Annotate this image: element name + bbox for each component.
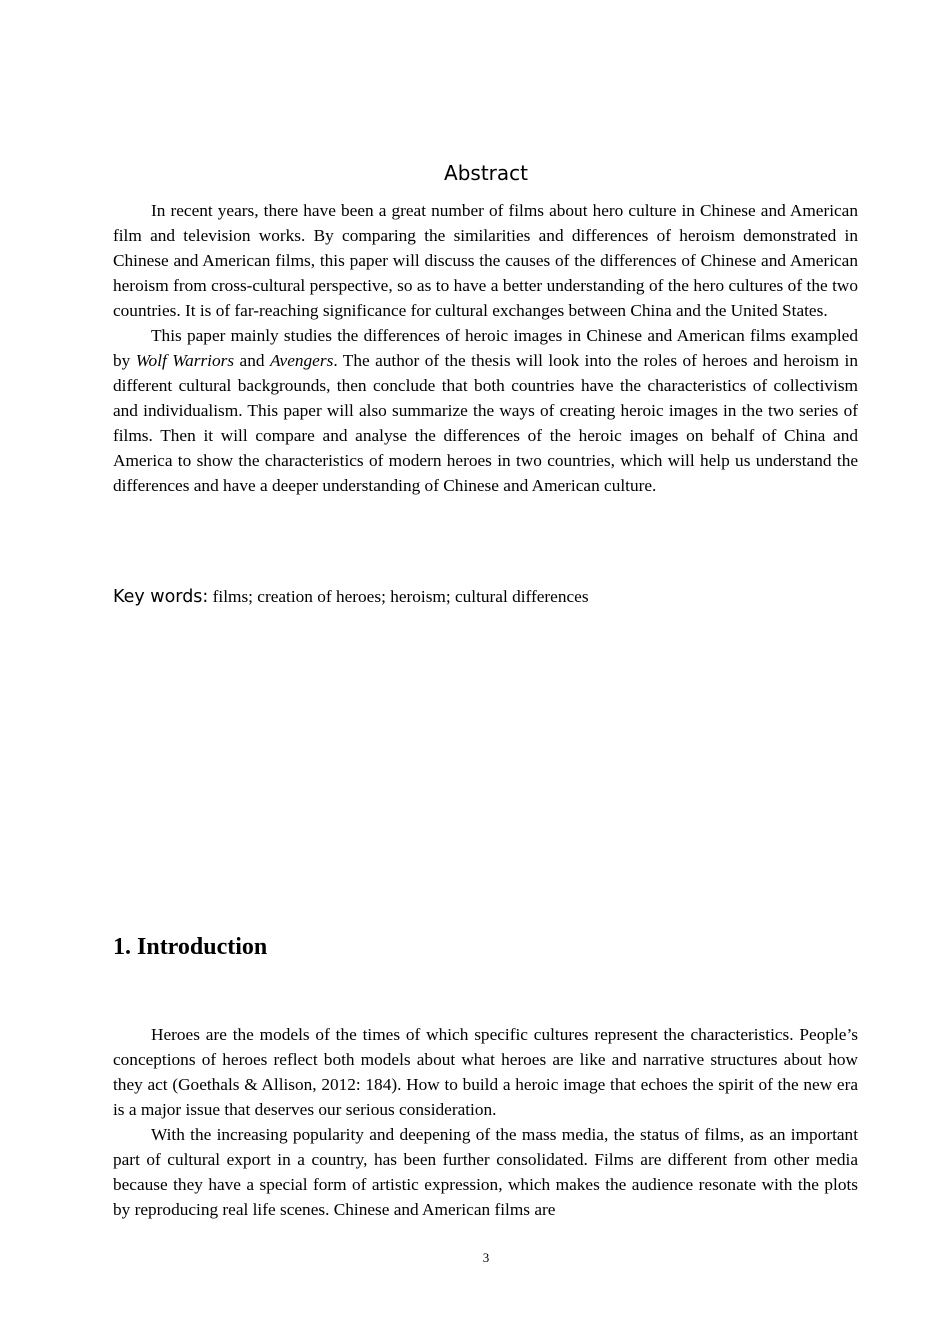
introduction-paragraph-1: Heroes are the models of the times of which specific cultures represent the characteristics. People’s conceptions of heroes reflect both models about what heroes are like and narrative structures about how they act (Goethals & Allison, 2012: 184). How to build a heroic image that echoes the spirit of the new era is a major issue that deserves our serious consideration. [113, 1025, 858, 1119]
introduction-paragraph-2: With the increasing popularity and deepening of the mass media, the status of films, as an important part of cultural export in a country, has been further consolidated. Films are different from other media because they have a special form of artistic expression, which makes the audience resonate with the plots by reproducing real life scenes. Chinese and American films are [113, 1125, 858, 1219]
abstract-paragraph-1: In recent years, there have been a great number of films about hero culture in Chinese and American film and television works. By comparing the similarities and differences of heroism demonstrated in Chinese and American films, this paper will discuss the causes of the differences of Chinese and American heroism from cross-cultural perspective, so as to have a better understanding of the hero cultures of the two countries. It is of far-reaching significance for cultural exchanges between China and the United States. [113, 201, 858, 320]
film-title-avengers: Avengers [269, 351, 334, 370]
abstract-p2-text-a: This paper mainly studies the differences of heroic images in Chinese and American films exampled by [113, 326, 858, 370]
introduction-body [113, 1022, 858, 1222]
keywords-text: films; creation of heroes; heroism; cultural differences [208, 587, 589, 606]
keywords-line [113, 584, 858, 610]
keywords-label: Key words: [113, 587, 209, 607]
introduction-heading: 1. Introduction [113, 934, 268, 960]
abstract-p2-and: and [234, 351, 270, 370]
abstract-p2-text-b: . The author of the thesis will look into the roles of heroes and heroism in different cultural backgrounds, then conclude that both countries have the characteristics of collectivism and individualism. This paper will also summarize the ways of creating heroic images in the two series of films. Then it will compare and analyse the differences of the heroic images on behalf of China and America to show the characteristics of modern heroes in two countries, which will help us understand the differences and have a deeper understanding of Chinese and American culture. [113, 351, 858, 495]
film-title-wolf-warriors: Wolf Warriors [135, 351, 235, 370]
page-number: 3 [482, 1250, 490, 1265]
abstract-title: Abstract [444, 161, 528, 185]
abstract-paragraph-2 [113, 323, 858, 498]
abstract-body [113, 198, 858, 498]
